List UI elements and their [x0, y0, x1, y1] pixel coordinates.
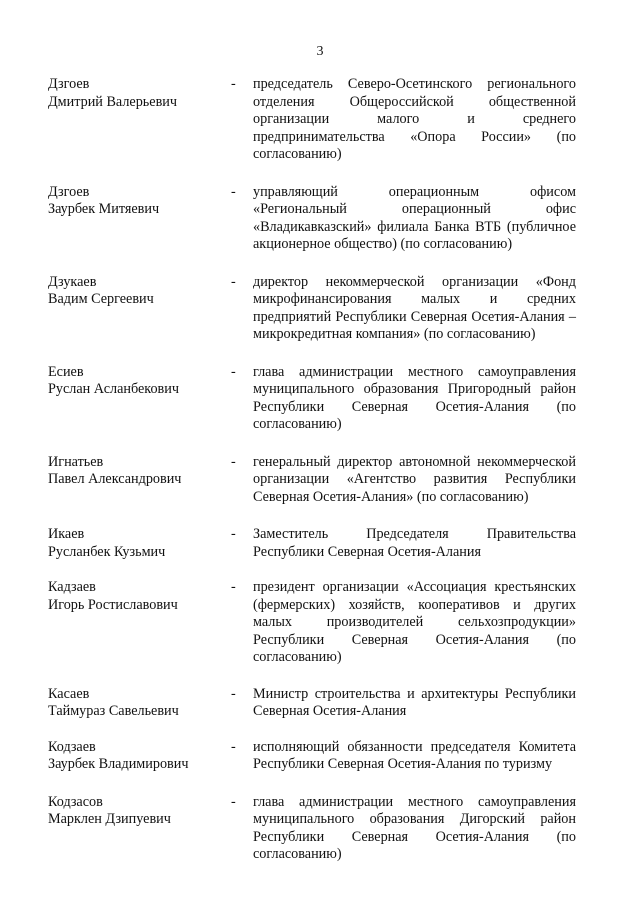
member-role: управляющий операционным офисом «Региональный операционный офис «Владикавказский» филиала Банка ВТБ (публичное акционерное общество) (по согласованию)	[253, 183, 576, 252]
member-given-name: Русланбек Кузьмич	[48, 543, 166, 560]
member-surname: Кодзасов	[48, 793, 103, 810]
member-name	[48, 579, 231, 667]
member-role: Министр строительства и архитектуры Республики Северная Осетия-Алания	[253, 685, 576, 719]
member-surname: Дзгоев	[48, 183, 90, 200]
member-surname: Игнатьев	[48, 453, 104, 470]
list-item	[48, 184, 576, 254]
member-surname: Дзукаев	[48, 273, 97, 290]
member-role: президент организации «Ассоциация крестьянских (фермерских) хозяйств, кооперативов и других малых производителей сельхозпродукции» Республики Северная Осетия-Алания (по согласованию)	[253, 579, 576, 665]
member-name	[48, 686, 231, 721]
member-surname: Кадзаев	[48, 579, 96, 595]
member-surname: Касаев	[48, 685, 90, 702]
member-role: председатель Северо-Осетинского регионального отделения Общероссийской общественной организации малого и среднего предпринимательства «Опора России» (по согласованию)	[253, 76, 576, 162]
separator-dash: -	[231, 183, 236, 200]
member-surname: Дзгоев	[48, 76, 90, 92]
member-given-name: Марклен Дзипуевич	[48, 811, 171, 827]
member-role: глава администрации местного самоуправления муниципального образования Пригородный район Республики Северная Осетия-Алания (по согласованию)	[253, 363, 576, 432]
member-role: директор некоммерческой организации «Фонд микрофинансирования малых и средних предприятий Республики Северная Осетия-Алания – микрокредитная компания» (по согласованию)	[253, 273, 576, 342]
member-given-name: Заурбек Владимирович	[48, 756, 189, 772]
member-given-name: Таймураз Савельевич	[48, 703, 179, 719]
member-name	[48, 274, 231, 344]
member-name	[48, 454, 231, 507]
separator-dash: -	[231, 579, 236, 595]
list-item	[48, 579, 576, 667]
list-item	[48, 274, 576, 344]
member-name	[48, 184, 231, 254]
list-item	[48, 526, 576, 561]
list-item	[48, 454, 576, 507]
separator-dash: -	[231, 685, 236, 702]
separator-dash: -	[231, 738, 236, 755]
member-name	[48, 364, 231, 434]
member-name	[48, 76, 231, 164]
member-surname: Есиев	[48, 363, 84, 380]
separator-dash: -	[231, 526, 236, 542]
member-surname: Кодзаев	[48, 738, 96, 755]
member-role: генеральный директор автономной некоммерческой организации «Агентство развития Республики Северная Осетия-Алания» (по согласованию)	[253, 453, 576, 505]
member-given-name: Руслан Асланбекович	[48, 381, 179, 397]
separator-dash: -	[231, 76, 236, 92]
member-given-name: Павел Александрович	[48, 471, 182, 487]
page-number: 3	[316, 44, 324, 59]
list-item	[48, 794, 576, 864]
member-given-name: Вадим Сергеевич	[48, 291, 154, 307]
member-list	[48, 76, 576, 864]
member-name	[48, 739, 231, 774]
separator-dash: -	[231, 453, 236, 470]
member-given-name: Дмитрий Валерьевич	[48, 93, 177, 110]
list-item	[48, 364, 576, 434]
member-role: исполняющий обязанности председателя Комитета Республики Северная Осетия-Алания по туризму	[253, 738, 576, 772]
list-item	[48, 739, 576, 774]
separator-dash: -	[231, 793, 236, 810]
member-name	[48, 794, 231, 864]
member-given-name: Игорь Ростиславович	[48, 596, 178, 613]
separator-dash: -	[231, 273, 236, 290]
member-name	[48, 526, 231, 561]
separator-dash: -	[231, 363, 236, 380]
member-role: глава администрации местного самоуправления муниципального образования Дигорский район Республики Северная Осетия-Алания (по согласованию)	[253, 793, 576, 862]
list-item	[48, 76, 576, 164]
member-surname: Икаев	[48, 526, 85, 542]
member-role: Заместитель Председателя Правительства Республики Северная Осетия-Алания	[253, 526, 576, 560]
list-item	[48, 686, 576, 721]
member-given-name: Заурбек Митяевич	[48, 201, 160, 217]
